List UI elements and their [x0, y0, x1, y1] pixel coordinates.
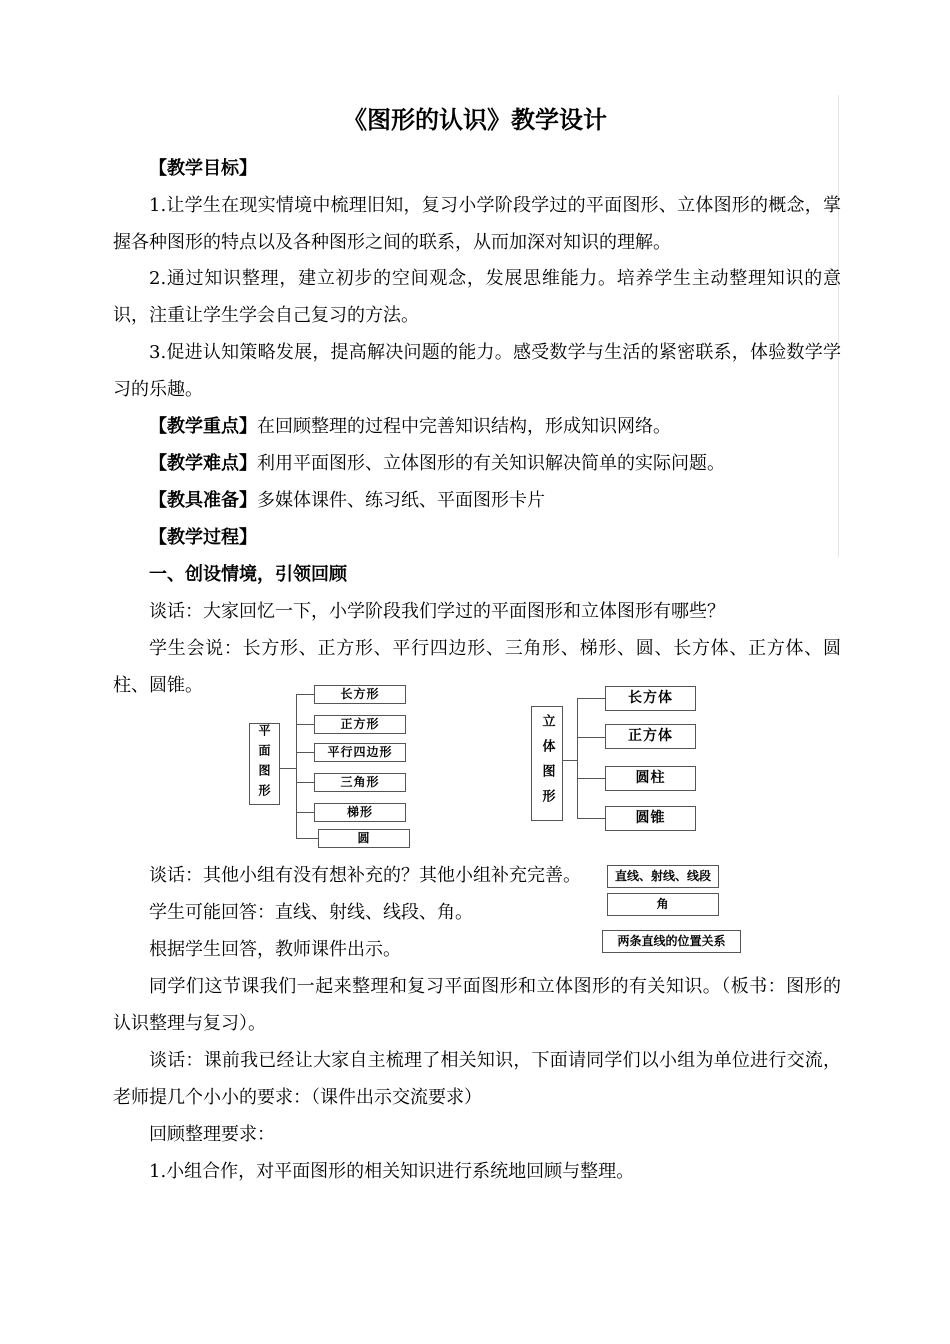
plane-child-box: 三角形: [314, 773, 406, 792]
difficulty-label: 【教学难点】: [149, 453, 257, 474]
plane-root-box: 平面图形: [249, 723, 280, 805]
talk-paragraph-2: 谈话：其他小组有没有想补充的？其他小组补充完善。: [149, 865, 581, 886]
goal-item-3: 3.促进认知策略发展，提高解决问题的能力。感受数学与生活的紧密联系，体验数学学习的乐趣。: [113, 342, 841, 400]
materials: [113, 482, 841, 519]
solid-root-box: 立体图形: [531, 706, 563, 821]
section1-heading: 一、创设情境，引领回顾: [149, 564, 347, 585]
key-point: [113, 408, 841, 445]
supplement-box: 直线、射线、线段: [607, 865, 719, 888]
answer-paragraph: 学生可能回答：直线、射线、线段、角。: [149, 902, 473, 923]
solid-connector-trunk: [577, 698, 578, 819]
plane-child-box: 长方形: [314, 685, 406, 704]
solid-branch-2: [577, 737, 605, 738]
key-point-text: 在回顾整理的过程中完善知识结构，形成知识网络。: [257, 416, 671, 437]
process-heading: 【教学过程】: [149, 527, 257, 548]
difficulty: [113, 445, 841, 482]
plane-connector-trunk: [296, 694, 297, 839]
supplement-box: 两条直线的位置关系: [602, 930, 741, 953]
goal-item-2: 2.通过知识整理，建立初步的空间观念，发展思维能力。培养学生主动整理知识的意识，注重让学生学会自己复习的方法。: [113, 268, 841, 326]
plane-child-box: 平行四边形: [314, 743, 406, 762]
solid-child-box: 圆柱: [605, 766, 696, 791]
solid-child-box: 正方体: [605, 724, 696, 749]
solid-child-box: 长方体: [605, 686, 696, 711]
plane-child-box: 梯形: [314, 803, 406, 822]
talk-paragraph-1: 谈话：大家回忆一下，小学阶段我们学过的平面图形和立体图形有哪些？: [149, 601, 725, 622]
solid-child-box: 圆锥: [605, 806, 696, 831]
plane-branch-5: [296, 812, 314, 813]
plane-branch-2: [296, 724, 314, 725]
requirements-heading: 回顾整理要求：: [149, 1124, 275, 1145]
requirement-item-1: 1.小组合作，对平面图形的相关知识进行系统地回顾与整理。: [149, 1161, 635, 1182]
supplement-box: 角: [607, 893, 719, 916]
document-title: 《图形的认识》教学设计: [343, 106, 607, 134]
plane-branch-4: [296, 782, 314, 783]
show-paragraph: 根据学生回答，教师课件出示。: [149, 939, 401, 960]
solid-branch-1: [577, 698, 605, 699]
talk-paragraph-3: 谈话：课前我已经让大家自主梳理了相关知识，下面请同学们以小组为单位进行交流，老师提几个小小的要求：（课件出示交流要求）: [113, 1050, 841, 1108]
goals-heading: 【教学目标】: [149, 158, 257, 179]
key-point-label: 【教学重点】: [149, 416, 257, 437]
plane-child-box: 圆: [318, 829, 410, 848]
solid-branch-4: [577, 818, 605, 819]
solid-connector-root: [563, 760, 577, 761]
today-paragraph: 同学们这节课我们一起来整理和复习平面图形和立体图形的有关知识。（板书：图形的认识整理与复习）。: [113, 976, 841, 1034]
plane-branch-6: [296, 838, 318, 839]
materials-text: 多媒体课件、练习纸、平面图形卡片: [257, 490, 545, 511]
plane-connector-root: [280, 768, 296, 769]
solid-branch-3: [577, 778, 605, 779]
plane-branch-3: [296, 752, 314, 753]
difficulty-text: 利用平面图形、立体图形的有关知识解决简单的实际问题。: [257, 453, 725, 474]
goal-item-1: 1.让学生在现实情境中梳理旧知，复习小学阶段学过的平面图形、立体图形的概念，掌握各种图形的特点以及各种图形之间的联系，从而加深对知识的理解。: [113, 195, 841, 253]
plane-child-box: 正方形: [314, 715, 406, 734]
plane-branch-1: [296, 694, 314, 695]
students-paragraph: 学生会说：长方形、正方形、平行四边形、三角形、梯形、圆、长方体、正方体、圆柱、圆锥。: [113, 638, 841, 696]
materials-label: 【教具准备】: [149, 490, 257, 511]
